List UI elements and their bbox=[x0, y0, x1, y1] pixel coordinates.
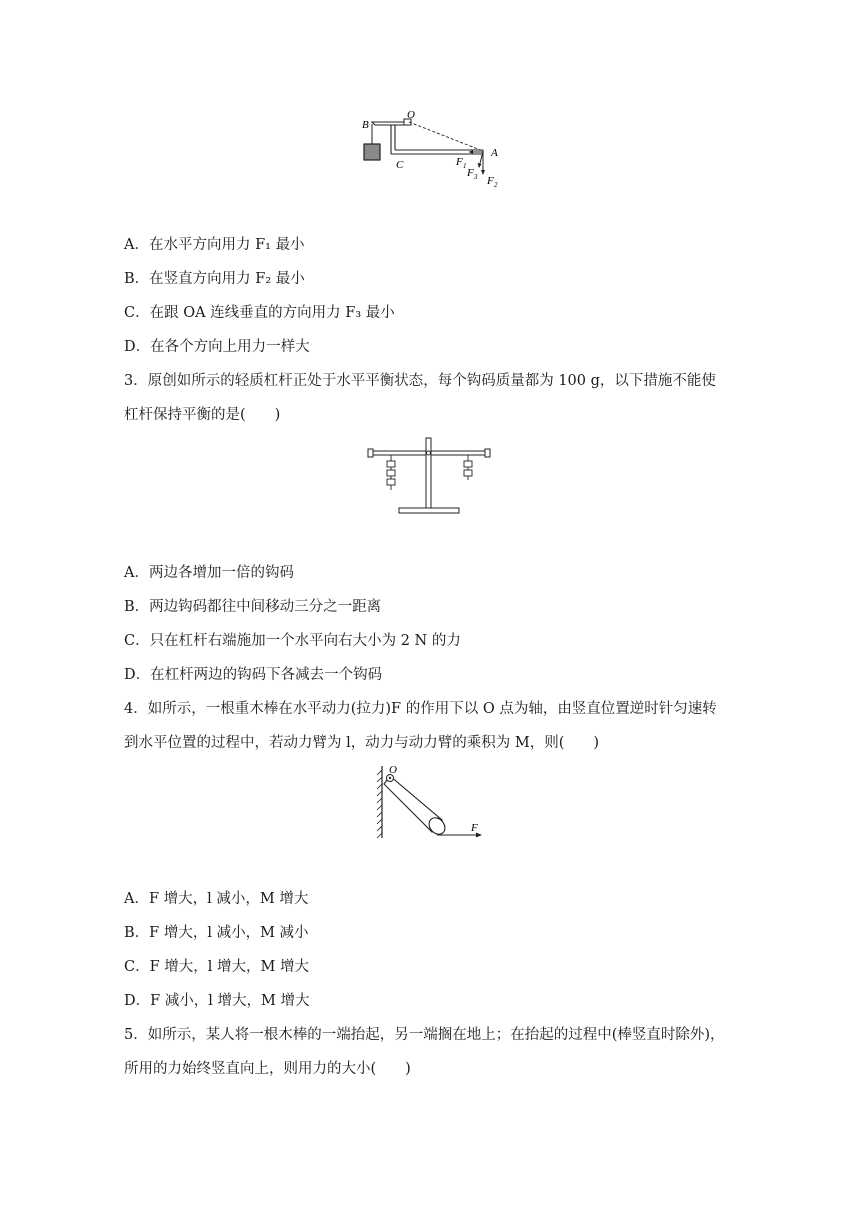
lever-balance-figure bbox=[365, 434, 495, 518]
label-F1-sub: 1 bbox=[463, 162, 467, 170]
q4-stem-line1: 4．如所示，一根重木棒在水平动力(拉力)F 的作用下以 O 点为轴，由竖直位置逆时针匀速转 bbox=[124, 701, 717, 717]
q3-option-c: C．只在杠杆右端施加一个水平向右大小为 2 N 的力 bbox=[124, 633, 461, 649]
q5-stem-line1: 5．如所示，某人将一根木棒的一端抬起，另一端搁在地上；在抬起的过程中(棒竖直时除外)， bbox=[124, 1027, 725, 1043]
label-F3: F bbox=[467, 167, 474, 179]
label-F-force: F bbox=[471, 822, 478, 834]
q2-option-c: C．在跟 OA 连线垂直的方向用力 F₃ 最小 bbox=[124, 305, 395, 321]
q5-stem-line2: 所用的力始终竖直向上，则用力的大小( ) bbox=[124, 1061, 411, 1077]
label-F2-sub: 2 bbox=[494, 181, 498, 189]
q4-option-c: C．F 增大，l 增大，M 增大 bbox=[124, 959, 309, 975]
label-F1: F bbox=[456, 156, 463, 168]
q3-stem-line1: 3．原创如所示的轻质杠杆正处于水平平衡状态，每个钩码质量都为 100 g，以下措施不能使 bbox=[124, 373, 716, 389]
q3-option-a: A．两边各增加一倍的钩码 bbox=[124, 565, 294, 581]
q2-option-b: B．在竖直方向用力 F₂ 最小 bbox=[124, 271, 305, 287]
q3-option-d: D．在杠杆两边的钩码下各减去一个钩码 bbox=[124, 667, 383, 683]
q3-option-b: B．两边钩码都往中间移动三分之一距离 bbox=[124, 599, 382, 615]
q4-option-a: A．F 增大，l 减小，M 增大 bbox=[124, 891, 309, 907]
label-F2: F bbox=[487, 175, 494, 187]
label-A: A bbox=[491, 147, 498, 159]
label-C: C bbox=[396, 159, 404, 171]
label-O-pivot: O bbox=[389, 764, 397, 776]
rod-pivot-figure bbox=[370, 762, 490, 842]
label-B: B bbox=[362, 119, 369, 131]
q2-option-d: D．在各个方向上用力一样大 bbox=[124, 339, 310, 355]
label-O: O bbox=[407, 109, 415, 121]
q4-stem-line2: 到水平位置的过程中，若动力臂为 l，动力与动力臂的乘积为 M，则( ) bbox=[124, 735, 600, 751]
label-F3-sub: 3 bbox=[474, 173, 478, 181]
q3-stem-line2: 杠杆保持平衡的是( ) bbox=[124, 407, 281, 423]
q4-option-b: B．F 增大，l 减小，M 减小 bbox=[124, 925, 309, 941]
q4-option-d: D．F 减小，l 增大，M 增大 bbox=[124, 993, 310, 1009]
q2-option-a: A．在水平方向用力 F₁ 最小 bbox=[124, 237, 305, 253]
lever-force-figure bbox=[355, 108, 515, 194]
